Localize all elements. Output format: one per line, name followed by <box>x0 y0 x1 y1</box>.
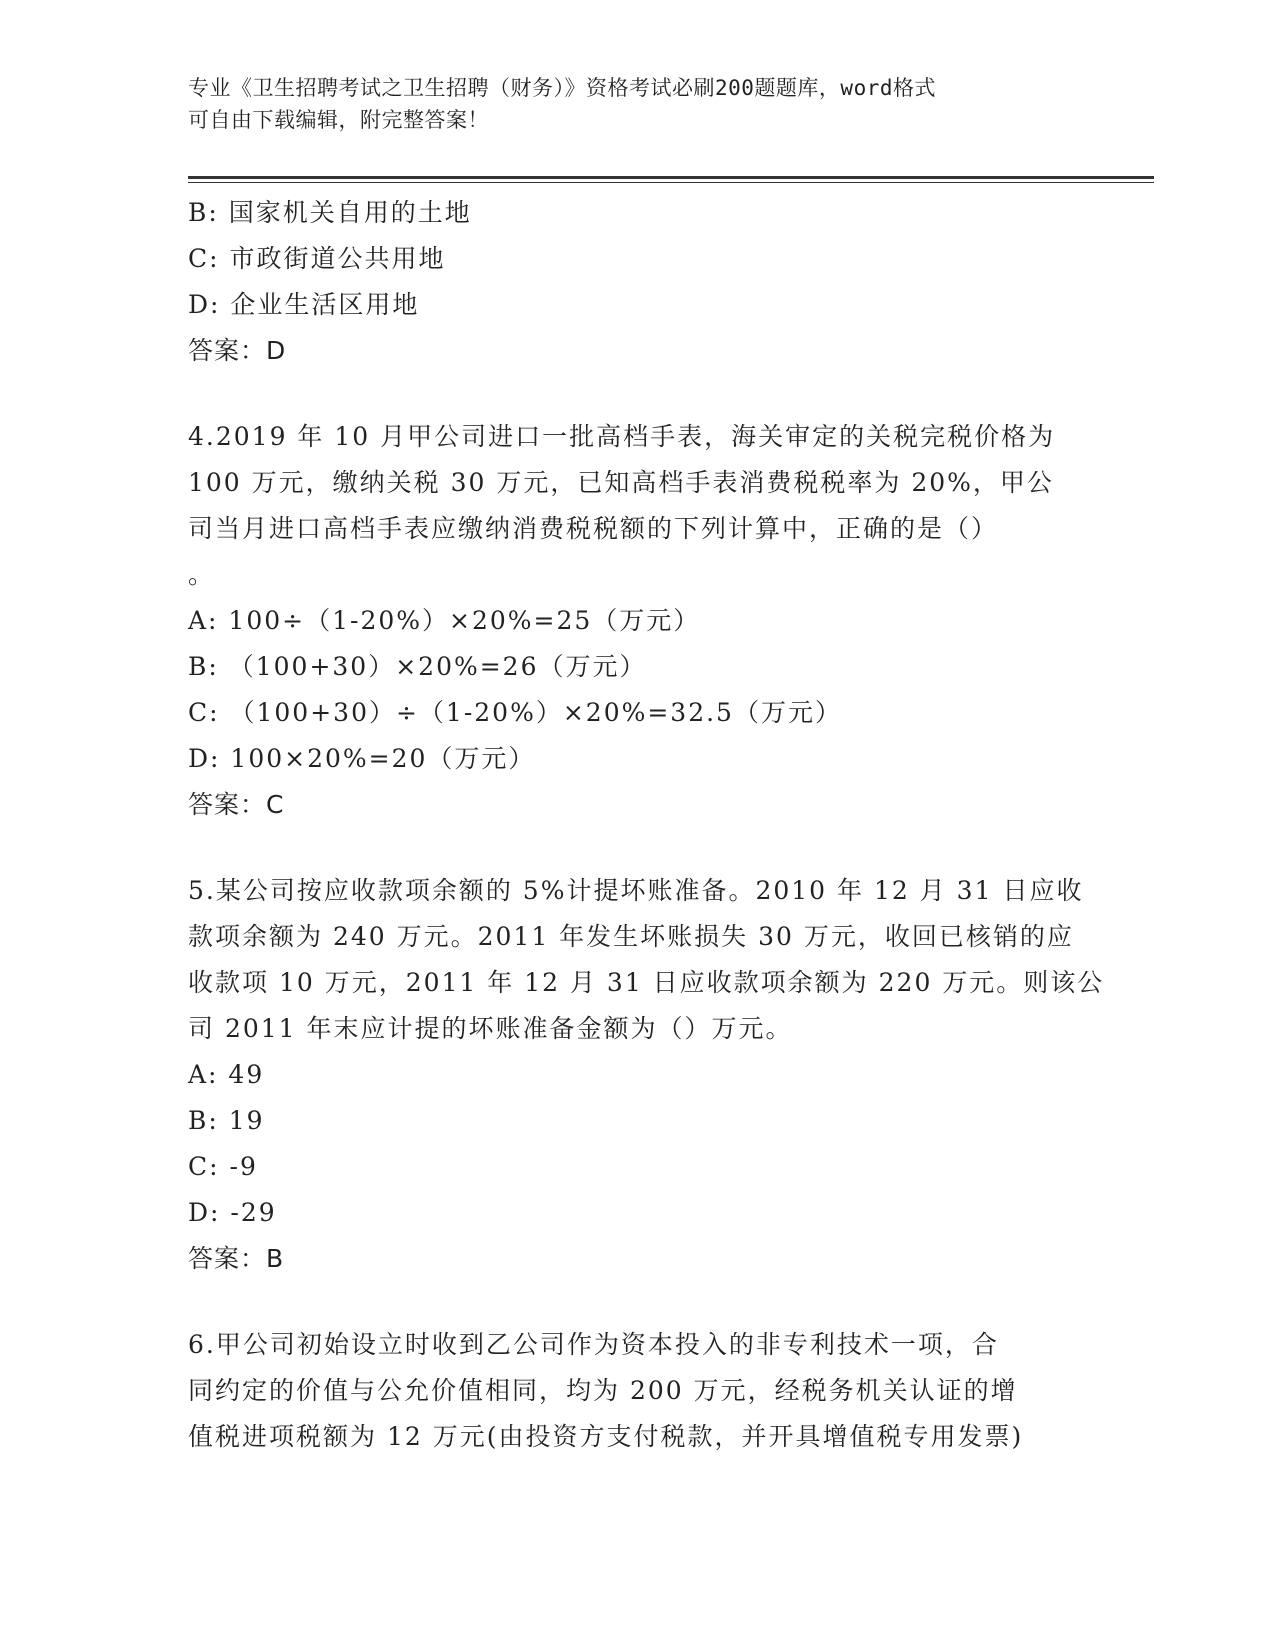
option-a: A: 49 <box>188 1060 265 1089</box>
option-b: B: （100+30）×20%=26（万元） <box>188 652 647 681</box>
question-5 <box>188 868 1105 1282</box>
document-body <box>188 190 1105 1460</box>
question-4 <box>188 414 1088 828</box>
option-b: B: 19 <box>188 1106 265 1135</box>
question-6 <box>188 1322 1088 1460</box>
header-rule-thin <box>188 182 1154 183</box>
option-a: A: 100÷（1-20%）×20%=25（万元） <box>188 606 701 635</box>
answer: 答案：B <box>188 1244 285 1273</box>
header-line-1: 专业《卫生招聘考试之卫生招聘（财务）》资格考试必刷200题题库，word格式 <box>188 76 936 100</box>
question-3 <box>188 190 1088 374</box>
question-stem-line: 值税进项税额为 12 万元(由投资方支付税款，并开具增值税专用发票) <box>188 1422 1024 1451</box>
option-b: B: 国家机关自用的土地 <box>188 198 472 227</box>
question-stem-line: 同约定的价值与公允价值相同，均为 200 万元，经税务机关认证的增 <box>188 1376 1018 1405</box>
question-stem-line: 款项余额为 240 万元。2011 年发生坏账损失 30 万元，收回已核销的应 <box>188 922 1074 951</box>
option-d: D: 100×20%=20（万元） <box>188 744 536 773</box>
option-c: C: -9 <box>188 1152 258 1181</box>
question-stem-line: 5.某公司按应收款项余额的 5%计提坏账准备。2010 年 12 月 31 日应收 <box>188 876 1084 905</box>
option-d: D: 企业生活区用地 <box>188 290 420 319</box>
option-d: D: -29 <box>188 1198 277 1227</box>
question-stem-line: 。 <box>188 560 216 589</box>
option-c: C: （100+30）÷（1-20%）×20%=32.5（万元） <box>188 698 842 727</box>
question-stem-line: 4.2019 年 10 月甲公司进口一批高档手表，海关审定的关税完税价格为 <box>188 422 1056 451</box>
answer: 答案：C <box>188 790 285 819</box>
question-stem-line: 司 2011 年末应计提的坏账准备金额为（）万元。 <box>188 1014 793 1043</box>
option-c: C: 市政街道公共用地 <box>188 244 446 273</box>
header-rule-thick <box>188 176 1154 179</box>
question-stem-line: 收款项 10 万元，2011 年 12 月 31 日应收款项余额为 220 万元。则该公 <box>188 968 1105 997</box>
question-stem-line: 6.甲公司初始设立时收到乙公司作为资本投入的非专利技术一项，合 <box>188 1330 999 1359</box>
answer: 答案：D <box>188 336 287 365</box>
document-header <box>188 72 1068 136</box>
question-stem-line: 司当月进口高档手表应缴纳消费税税额的下列计算中，正确的是（） <box>188 514 999 543</box>
question-stem-line: 100 万元，缴纳关税 30 万元，已知高档手表消费税税率为 20%，甲公 <box>188 468 1054 497</box>
header-line-2: 可自由下载编辑，附完整答案！ <box>188 108 489 132</box>
